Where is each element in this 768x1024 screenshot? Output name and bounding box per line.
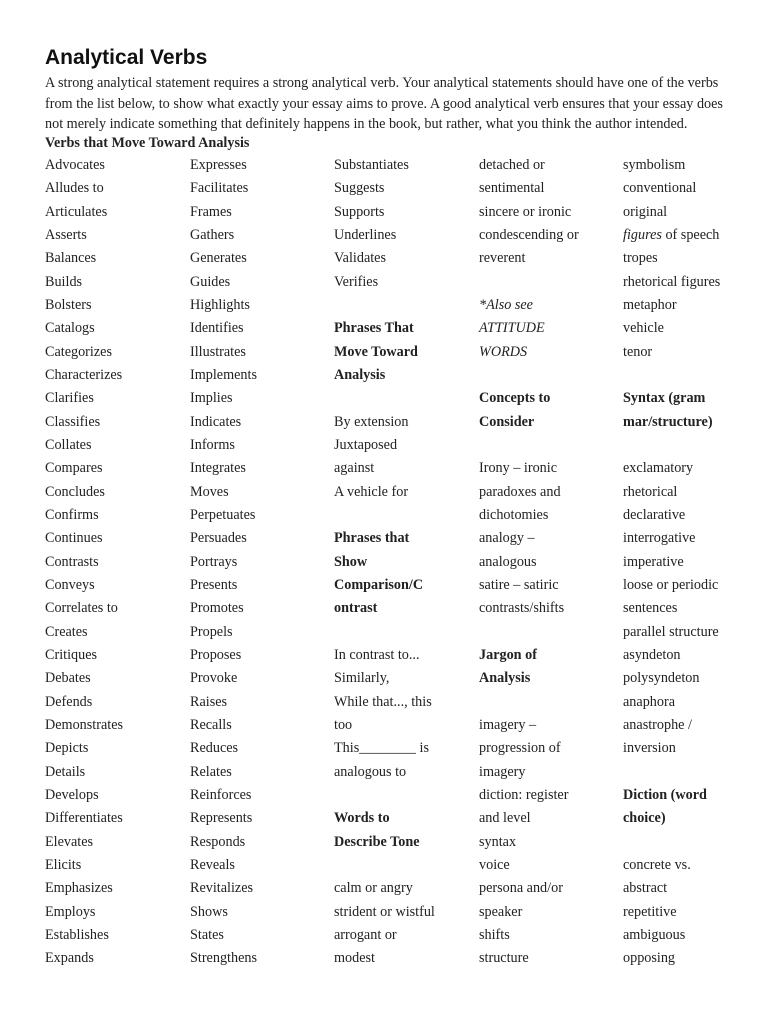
word-item: original [623,203,668,220]
word-item: tenor [623,343,653,360]
word-item: polysyndeton [623,670,700,687]
word-item: While that..., this [334,693,432,710]
word-item: Concludes [45,483,105,500]
word-item: Confirms [45,506,99,523]
word-item: analogous to [334,763,407,780]
spacer-row [334,294,474,317]
word-item: Describe Tone [334,833,420,850]
spacer-row [479,621,619,644]
word-item: This________ is [334,740,429,757]
word-item: Responds [190,833,246,850]
word-item: Underlines [334,226,397,243]
word-item: Perpetuates [190,506,256,523]
word-item: Diction (word [623,786,707,803]
word-item: modest [334,950,375,967]
word-item: Balances [45,250,97,267]
word-item: Develops [45,786,99,803]
word-item: Critiques [45,646,98,663]
word-item: Represents [190,810,253,827]
word-item: shifts [479,926,510,943]
word-item: declarative [623,506,686,523]
word-item: Presents [190,576,238,593]
word-item: sentences [623,600,678,617]
spacer-row [623,434,763,457]
word-item: Classifies [45,413,101,430]
word-item: Frames [190,203,232,220]
word-item: diction: register [479,786,569,803]
word-item: imperative [623,553,684,570]
word-column-1 [45,154,185,970]
word-item: Expands [45,950,94,967]
word-item: voice [479,856,510,873]
word-item: Bolsters [45,296,92,313]
spacer-row [334,854,474,877]
spacer-row [334,784,474,807]
word-item: Promotes [190,600,244,617]
word-item: metaphor [623,296,677,313]
word-item: Suggests [334,180,385,197]
word-item: Juxtaposed [334,436,398,453]
word-item: *Also see [479,296,533,313]
word-item: dichotomies [479,506,549,523]
word-item: Continues [45,530,103,547]
word-item: opposing [623,950,676,967]
spacer-row [623,831,763,854]
word-item: detached or [479,157,545,173]
word-item: Conveys [45,576,95,593]
word-item: Characterizes [45,366,123,383]
word-item: mar/structure) [623,413,713,430]
word-item: Establishes [45,926,109,943]
spacer-row [334,621,474,644]
word-item: repetitive [623,903,677,920]
word-item: syntax [479,833,517,850]
word-item: Jargon of [479,646,537,663]
word-item: abstract [623,880,668,897]
word-item: Categorizes [45,343,112,360]
word-item: States [190,926,224,943]
word-item: Informs [190,436,235,453]
word-item: Catalogs [45,320,95,337]
word-item: figures of speech [623,226,720,243]
word-item: Implements [190,366,257,383]
spacer-row [334,504,474,527]
word-item: Builds [45,273,83,290]
spacer-row [623,761,763,784]
word-item: reverent [479,250,526,267]
word-item: Debates [45,670,91,687]
word-item: vehicle [623,320,664,337]
word-item: Analysis [479,670,531,687]
spacer-row [479,271,619,294]
word-item: Propels [190,623,233,640]
word-item: concrete vs. [623,856,691,873]
word-item: ambiguous [623,926,686,943]
word-item: symbolism [623,157,686,173]
word-item: Integrates [190,460,246,477]
word-item: Emphasizes [45,880,113,897]
word-item: Phrases that [334,530,410,547]
word-item: Irony – ironic [479,460,558,477]
word-item: progression of [479,740,561,757]
word-item: Reduces [190,740,239,757]
word-item: WORDS [479,343,528,360]
word-item: Indicates [190,413,242,430]
word-item: anastrophe / [623,716,692,733]
word-item: Correlates to [45,600,118,617]
word-item: Similarly, [334,670,390,687]
word-item: Collates [45,436,92,453]
word-item: Raises [190,693,228,710]
word-item: too [334,716,353,733]
word-item: satire – satiric [479,576,559,593]
word-item: Move Toward [334,343,418,360]
word-column-2 [190,154,330,970]
word-item: Proposes [190,646,242,663]
word-item: Demonstrates [45,716,124,733]
word-item: parallel structure [623,623,719,640]
word-item: Words to [334,810,390,827]
word-item: Reinforces [190,786,252,803]
word-item: inversion [623,740,676,757]
spacer-row [479,364,619,387]
word-item: Syntax (gram [623,390,706,407]
word-item: Asserts [45,226,87,243]
word-item: persona and/or [479,880,563,897]
spacer-row [479,434,619,457]
word-item: contrasts/shifts [479,600,565,617]
word-item: Substantiates [334,157,409,173]
word-item: Recalls [190,716,232,733]
word-item: Analysis [334,366,386,383]
word-item: Elicits [45,856,82,873]
word-item: Compares [45,460,103,477]
word-item: Strengthens [190,950,257,967]
word-item: sincere or ironic [479,203,572,220]
word-item: analogous [479,553,537,570]
word-item: Facilitates [190,180,249,197]
word-item: against [334,460,375,477]
word-item: Depicts [45,740,89,757]
word-item: Persuades [190,530,247,547]
word-item: ATTITUDE [479,320,545,337]
word-item: asyndeton [623,646,681,663]
word-item: Moves [190,483,229,500]
word-item: Expresses [190,157,247,173]
spacer-row [479,691,619,714]
word-item: Concepts to [479,390,551,407]
word-item: Reveals [190,856,235,873]
word-item: Portrays [190,553,238,570]
word-item: and level [479,810,531,827]
word-item: rhetorical [623,483,678,500]
word-item: Gathers [190,226,235,243]
word-item: Illustrates [190,343,246,360]
word-item: sentimental [479,180,545,197]
word-item: interrogative [623,530,696,547]
word-item: Consider [479,413,535,430]
word-item: condescending or [479,226,579,243]
word-item: analogy – [479,530,535,547]
word-item: Relates [190,763,232,780]
word-item: imagery – [479,716,537,733]
spacer-row [334,387,474,410]
word-item: calm or angry [334,880,413,897]
word-item: Implies [190,390,233,407]
word-item: Highlights [190,296,250,313]
word-item: Phrases That [334,320,414,337]
word-item: By extension [334,413,409,430]
word-item: Comparison/C [334,576,424,593]
word-item: Details [45,763,86,780]
word-item: Advocates [45,157,105,173]
word-item: speaker [479,903,523,920]
word-item: anaphora [623,693,675,710]
word-item: paradoxes and [479,483,561,500]
word-item: Identifies [190,320,244,337]
word-column-4 [479,154,619,970]
word-column-5 [623,154,763,970]
word-item: Clarifies [45,390,94,407]
word-item: Shows [190,903,228,920]
word-item: A vehicle for [334,483,409,500]
word-item: Alludes to [45,180,104,197]
word-item: tropes [623,250,658,267]
word-item: Articulates [45,203,108,220]
intro-paragraph: A strong analytical statement requires a strong analytical verb. Your analytical statements should have one of the verbs from the list below, to show what exactly your essay aims to prove. A good analytical verb ensures that your essay does not merely indicate something that definitely happens in the book, but rather, what you think the author intended. [45,75,723,132]
word-item: Elevates [45,833,94,850]
word-item: Creates [45,623,88,640]
word-item: Verifies [334,273,379,290]
word-item: Validates [334,250,387,267]
page-title: Analytical Verbs [45,46,208,69]
word-item: loose or periodic [623,576,719,593]
word-item: In contrast to... [334,646,420,663]
word-item: Defends [45,693,93,710]
word-item: Differentiates [45,810,123,827]
word-item: Provoke [190,670,238,687]
word-item: ontrast [334,600,378,617]
spacer-row [623,364,763,387]
word-column-3 [334,154,474,970]
word-item: exclamatory [623,460,694,477]
word-item: Guides [190,273,231,290]
word-item: choice) [623,810,666,827]
word-item: strident or wistful [334,903,435,920]
list-heading: Verbs that Move Toward Analysis [45,135,250,151]
word-item: structure [479,950,529,967]
word-item: Show [334,553,368,570]
word-item: arrogant or [334,926,397,943]
word-item: Contrasts [45,553,99,570]
word-item: rhetorical figures [623,273,721,290]
word-item: conventional [623,180,697,197]
word-item: Employs [45,903,96,920]
word-item: Revitalizes [190,880,254,897]
word-item: Generates [190,250,247,267]
word-item: imagery [479,763,526,780]
word-item: Supports [334,203,385,220]
